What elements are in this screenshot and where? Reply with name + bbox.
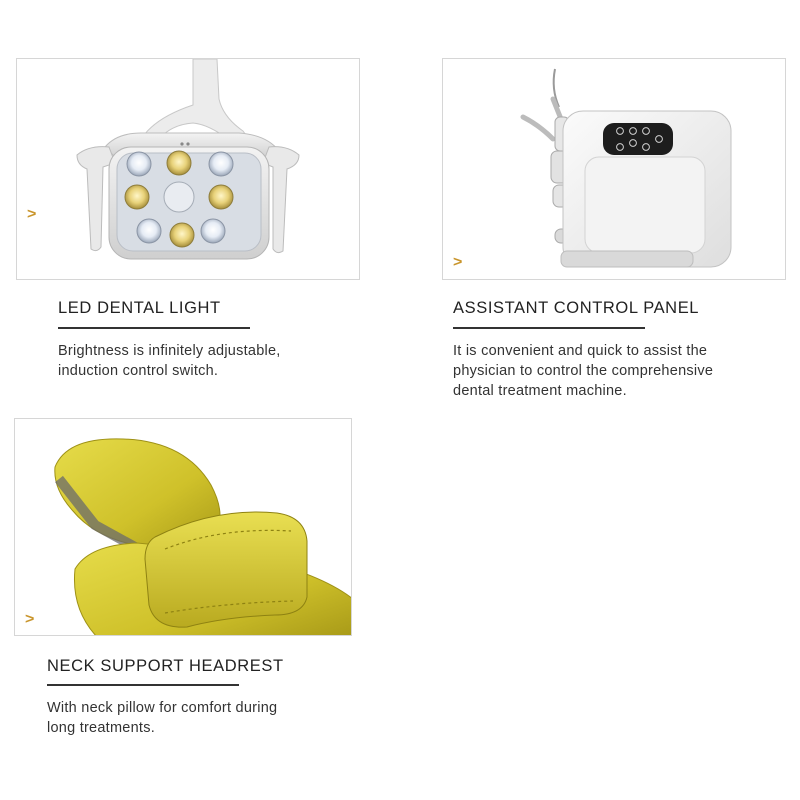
chevron-right-icon: > <box>25 611 35 628</box>
feature-title-neck-support-headrest: NECK SUPPORT HEADREST <box>47 657 284 675</box>
feature-description-assistant-control-panel <box>453 341 713 401</box>
description-line: induction control switch. <box>58 363 219 379</box>
assistant-control-panel-illustration <box>443 59 786 280</box>
feature-title-assistant-control-panel: ASSISTANT CONTROL PANEL <box>453 299 700 317</box>
feature-description-led-light <box>58 341 281 381</box>
headrest-illustration <box>15 419 352 636</box>
chevron-right-icon: > <box>453 254 463 271</box>
description-line: physician to control the comprehensive <box>453 363 714 379</box>
headrest-image-panel <box>14 418 352 636</box>
feature-description-neck-support-headrest <box>47 698 277 738</box>
description-line: With neck pillow for comfort during <box>47 700 278 716</box>
description-line: Brightness is infinitely adjustable, <box>58 343 281 359</box>
description-line: long treatments. <box>47 720 155 736</box>
title-underline <box>47 684 239 686</box>
title-underline <box>453 327 645 329</box>
description-line: dental treatment machine. <box>453 383 627 399</box>
title-underline <box>58 327 250 329</box>
feature-title-led-light: LED DENTAL LIGHT <box>58 299 221 317</box>
control-panel-image-panel <box>442 58 786 280</box>
led-light-image-panel <box>16 58 360 280</box>
dental-lamp-illustration <box>17 59 360 280</box>
description-line: It is convenient and quick to assist the <box>453 343 708 359</box>
chevron-right-icon: > <box>27 206 37 223</box>
